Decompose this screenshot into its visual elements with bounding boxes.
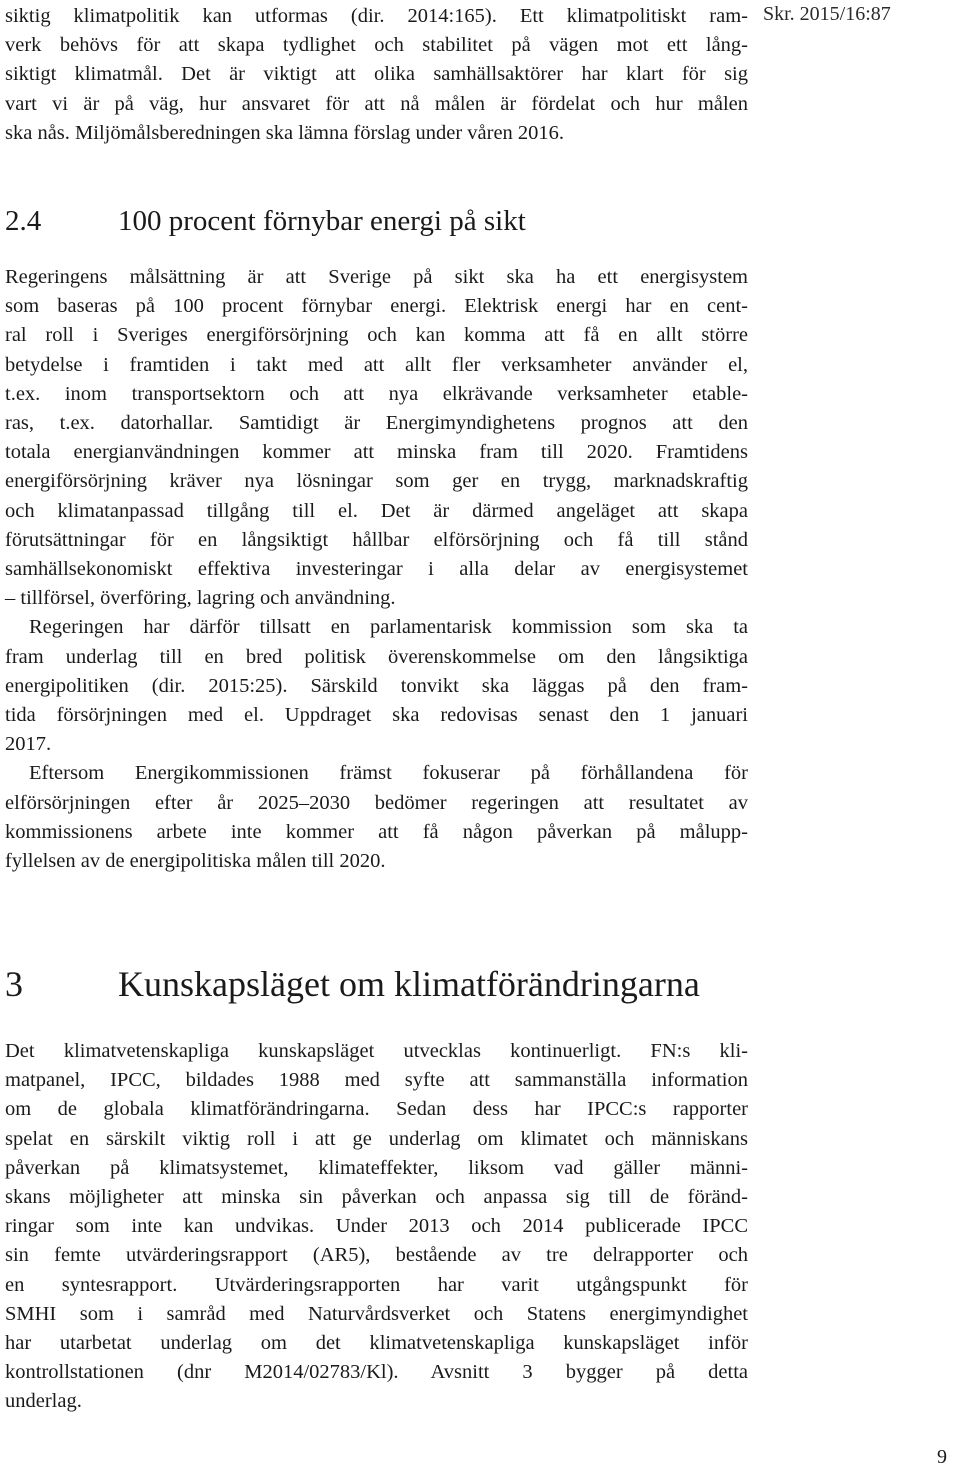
text-line: t.ex. inom transportsektorn och att nya elkrävande verksamheter etable- [5, 382, 748, 405]
section-number: 3 [5, 964, 23, 1004]
text-line: – tillförsel, överföring, lagring och användning. [5, 587, 396, 610]
running-head: Skr. 2015/16:87 [763, 3, 891, 25]
text-line: en syntesrapport. Utvärderingsrapporten har varit utgångspunkt för [5, 1273, 748, 1296]
text-line: fram underlag till en bred politisk överenskommelse om den långsiktiga [5, 645, 748, 668]
text-line: siktigt klimatmål. Det är viktigt att olika samhällsaktörer har klart för sig [5, 63, 748, 86]
text-line: skans möjligheter att minska sin påverkan och anpassa sig till de föränd- [5, 1186, 748, 1209]
paragraph [5, 613, 748, 759]
text-line: kommissionens arbete inte kommer att få någon påverkan på målupp- [5, 820, 748, 843]
text-line: verk behövs för att skapa tydlighet och stabilitet på vägen mot ett lång- [5, 34, 748, 57]
text-line: kontrollstationen (dnr M2014/02783/Kl). Avsnitt 3 bygger på detta [5, 1361, 748, 1384]
text-line: ras, t.ex. datorhallar. Samtidigt är Energimyndighetens prognos att den [5, 412, 748, 435]
text-line: sin femte utvärderingsrapport (AR5), bestående av tre delrapporter och [5, 1244, 748, 1267]
text-line: betydelse i framtiden i takt med att allt fler verksamheter använder el, [5, 353, 748, 376]
text-line: tida försörjningen med el. Uppdraget ska redovisas senast den 1 januari [5, 704, 748, 727]
text-line: fyllelsen av de energipolitiska målen till 2020. [5, 850, 386, 873]
section-number: 2.4 [5, 205, 42, 237]
text-line: samhällsekonomiskt effektiva investeringar i alla delar av energisystemet [5, 558, 748, 581]
text-line: har utarbetat underlag om det klimatvetenskapliga kunskapsläget inför [5, 1332, 748, 1355]
paragraph [5, 263, 748, 613]
text-line: SMHI som i samråd med Naturvårdsverket och Statens energimyndighet [5, 1302, 748, 1325]
section-title: 100 procent förnybar energi på sikt [118, 205, 526, 237]
text-line: som baseras på 100 procent förnybar energi. Elektrisk energi har en cent- [5, 295, 748, 318]
text-line: påverkan på klimatsystemet, klimateffekter, liksom vad gäller männi- [5, 1156, 748, 1179]
text-line: energipolitiken (dir. 2015:25). Särskild tonvikt ska läggas på den fram- [5, 674, 748, 697]
section-2-4-body [5, 263, 748, 876]
text-line: underlag. [5, 1390, 82, 1413]
text-line: ska nås. Miljömålsberedningen ska lämna förslag under våren 2016. [5, 121, 565, 144]
paragraph [5, 759, 748, 876]
section-heading-2-4 [5, 205, 526, 238]
text-line: Regeringens målsättning är att Sverige på sikt ska ha ett energisystem [5, 266, 748, 288]
text-line: 2017. [5, 733, 52, 756]
text-line: energiförsörjning kräver nya lösningar som ger en trygg, marknadskraftig [5, 470, 748, 493]
text-line: totala energianvändningen kommer att minska fram till 2020. Framtidens [5, 441, 748, 464]
text-line: spelat en särskilt viktig roll i att ge underlag om klimatet och människans [5, 1127, 748, 1150]
text-line: Eftersom Energikommissionen främst fokuserar på förhållandena för [29, 762, 748, 785]
text-line: Det klimatvetenskapliga kunskapsläget utvecklas kontinuerligt. FN:s kli- [5, 1040, 748, 1062]
section-title: Kunskapsläget om klimatförändringarna [118, 964, 700, 1004]
paragraph [5, 1037, 748, 1417]
text-line: elförsörjningen efter år 2025–2030 bedömer regeringen att resultatet av [5, 791, 748, 814]
text-line: om de globala klimatförändringarna. Sedan dess har IPCC:s rapporter [5, 1098, 748, 1121]
page-number: 9 [937, 1446, 947, 1468]
paragraph-lines [5, 2, 748, 148]
text-line: och klimatanpassad tillgång till el. Det är därmed angeläget att skapa [5, 499, 748, 522]
text-line: ringar som inte kan undvikas. Under 2013 och 2014 publicerade IPCC [5, 1215, 748, 1238]
text-line: ral roll i Sveriges energiförsörjning och kan komma att få en allt större [5, 324, 748, 347]
top-paragraph [5, 2, 748, 148]
text-line: siktig klimatpolitik kan utformas (dir. 2014:165). Ett klimatpolitiskt ram- [5, 5, 748, 27]
section-3-body [5, 1037, 748, 1417]
text-line: Regeringen har därför tillsatt en parlamentarisk kommission som ska ta [29, 616, 748, 639]
section-heading-3 [5, 963, 700, 1005]
text-line: vart vi är på väg, hur ansvaret för att nå målen är fördelat och hur målen [5, 92, 748, 115]
text-line: förutsättningar för en långsiktigt hållbar elförsörjning och få till stånd [5, 528, 748, 551]
text-line: matpanel, IPCC, bildades 1988 med syfte att sammanställa information [5, 1069, 748, 1092]
